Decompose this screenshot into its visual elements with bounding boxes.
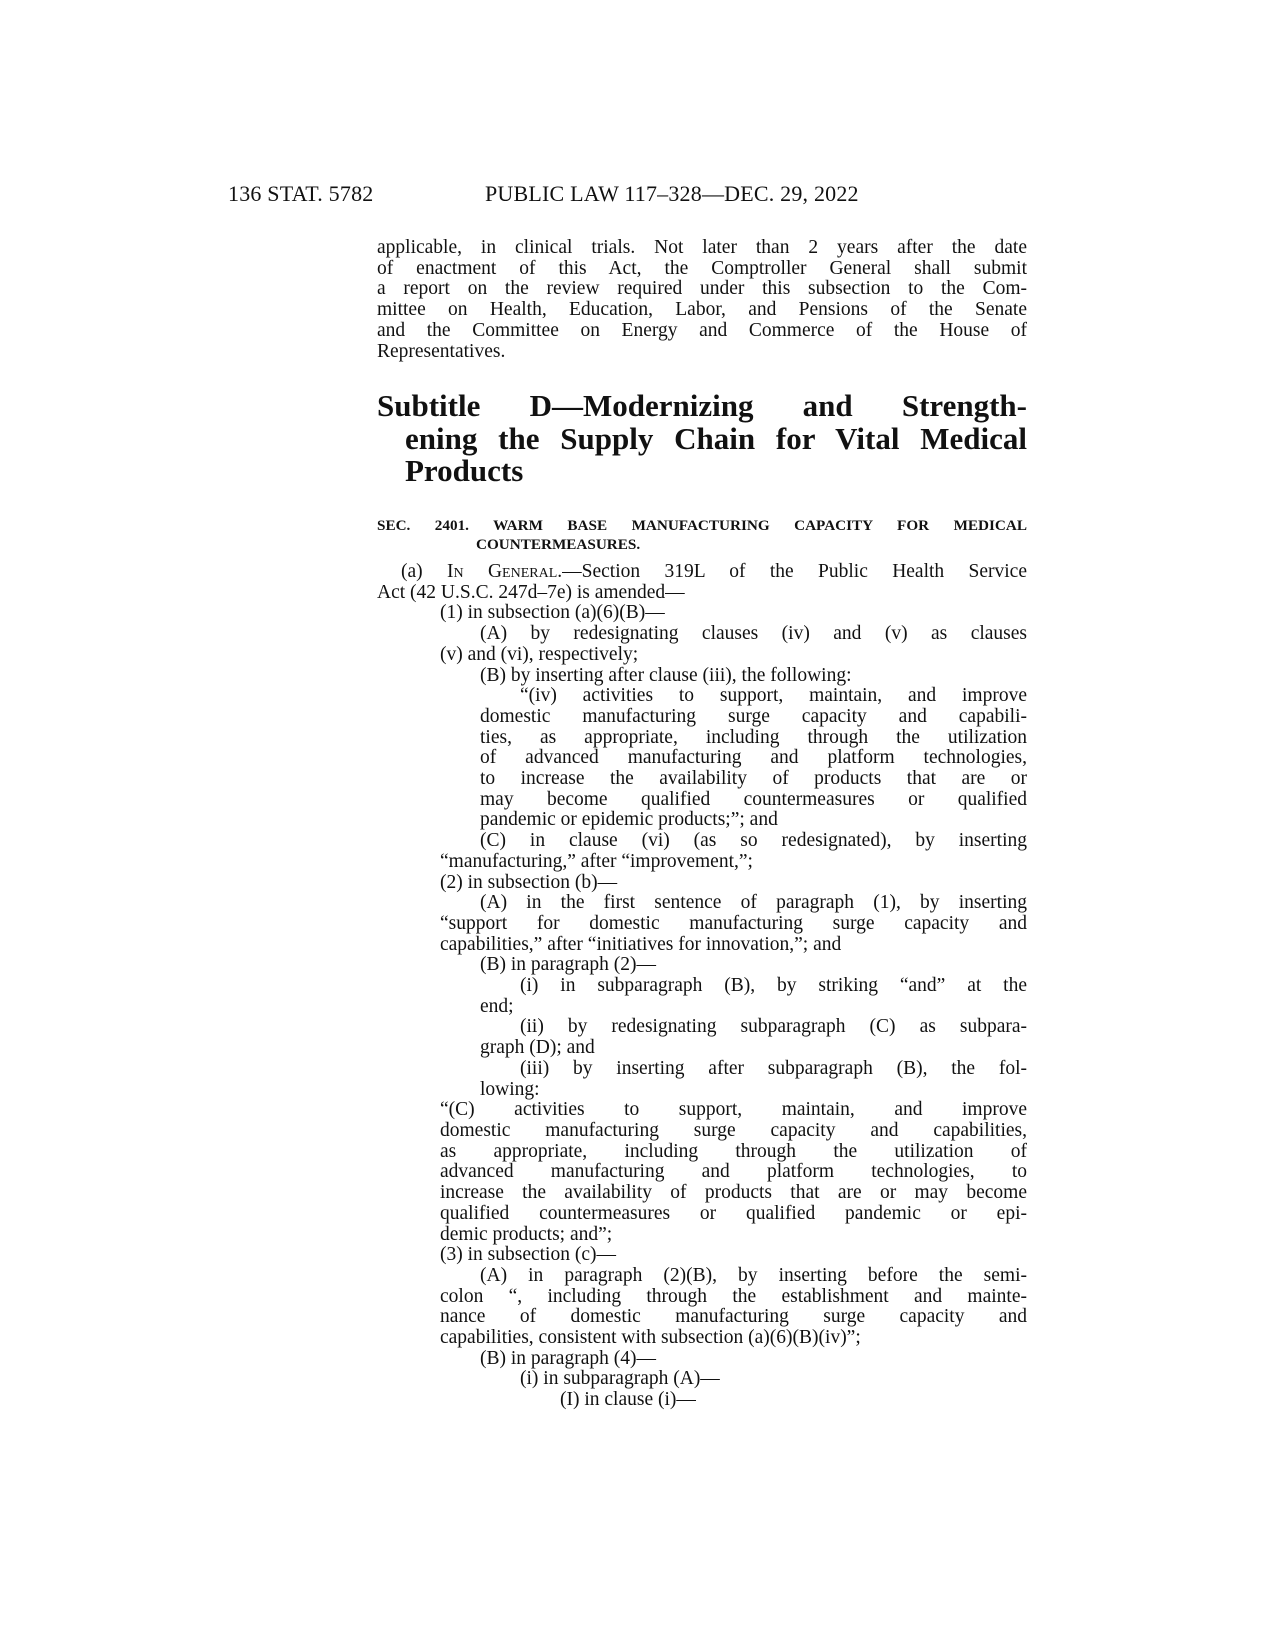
provision-line: (A) in paragraph (2)(B), by inserting before the semi- bbox=[480, 1264, 1027, 1286]
provision-line: advanced manufacturing and platform technologies, to bbox=[440, 1161, 1027, 1183]
provision-line: nance of domestic manufacturing surge capacity and bbox=[440, 1306, 1027, 1328]
provision-line: “support for domestic manufacturing surge capacity and bbox=[440, 912, 1027, 934]
public-law-reference: PUBLIC LAW 117–328—DEC. 29, 2022 bbox=[485, 181, 859, 206]
provision-line: (B) by inserting after clause (iii), the following: bbox=[480, 664, 852, 686]
provision-line: (B) in paragraph (4)— bbox=[480, 1347, 656, 1369]
page-header bbox=[228, 181, 1028, 211]
provision-line: (a) In General.—Section 319L of the Public Health Service bbox=[401, 561, 1027, 582]
provision-line: (3) in subsection (c)— bbox=[440, 1244, 616, 1266]
provision-line: (i) in subparagraph (A)— bbox=[520, 1368, 720, 1390]
provision-line: “manufacturing,” after “improvement,”; bbox=[440, 850, 753, 872]
provision-line: graph (D); and bbox=[480, 1037, 595, 1059]
provision-line: end; bbox=[480, 995, 514, 1017]
section-heading-line: COUNTERMEASURES. bbox=[476, 536, 641, 553]
provision-line: Act (42 U.S.C. 247d–7e) is amended— bbox=[377, 581, 685, 603]
carryover-paragraph bbox=[377, 238, 1027, 362]
section-heading bbox=[377, 516, 1027, 554]
subtitle-line: Products bbox=[405, 453, 524, 488]
provision-line: qualified countermeasures or qualified pandemic or epi- bbox=[440, 1202, 1027, 1224]
subtitle-heading bbox=[377, 390, 1027, 488]
provision-line: increase the availability of products that are or may become bbox=[440, 1182, 1027, 1204]
text-line: a report on the review required under this subsection to the Com- bbox=[377, 278, 1027, 300]
provision-line: “(iv) activities to support, maintain, and improve bbox=[520, 685, 1027, 707]
provision-line: (B) in paragraph (2)— bbox=[480, 954, 656, 976]
subtitle-line: Subtitle D—Modernizing and Strength- bbox=[377, 388, 1027, 423]
provision-line: (A) in the first sentence of paragraph (1), by inserting bbox=[480, 892, 1027, 914]
provision-line: lowing: bbox=[480, 1078, 540, 1100]
provision-line: may become qualified countermeasures or qualified bbox=[480, 788, 1027, 810]
subtitle-line: ening the Supply Chain for Vital Medical bbox=[405, 420, 1027, 456]
provision-line: of advanced manufacturing and platform technologies, bbox=[480, 747, 1027, 769]
provision-line: “(C) activities to support, maintain, and improve bbox=[440, 1099, 1027, 1121]
provision-line: (I) in clause (i)— bbox=[560, 1389, 696, 1411]
provision-line: domestic manufacturing surge capacity and capabilities, bbox=[440, 1119, 1027, 1141]
provision-line: (iii) by inserting after subparagraph (B), the fol- bbox=[520, 1057, 1027, 1079]
provision-line: (A) by redesignating clauses (iv) and (v) as clauses bbox=[480, 623, 1027, 645]
provision-line: to increase the availability of products that are or bbox=[480, 768, 1027, 790]
stat-page-reference: 136 STAT. 5782 bbox=[228, 181, 374, 206]
text-line: and the Committee on Energy and Commerce of the House of bbox=[377, 319, 1027, 341]
provision-line: (1) in subsection (a)(6)(B)— bbox=[440, 602, 665, 624]
provision-line: (ii) by redesignating subparagraph (C) as subpara- bbox=[520, 1016, 1027, 1038]
provision-line: (v) and (vi), respectively; bbox=[440, 643, 639, 665]
provision-line: (i) in subparagraph (B), by striking “and” at the bbox=[520, 975, 1027, 997]
text-line: of enactment of this Act, the Comptroller General shall submit bbox=[377, 257, 1027, 279]
provision-line: domestic manufacturing surge capacity and capabili- bbox=[480, 705, 1027, 727]
section-heading-line: SEC. 2401. WARM BASE MANUFACTURING CAPACITY FOR MEDICAL bbox=[377, 517, 1027, 534]
provision-line: demic products; and”; bbox=[440, 1223, 613, 1245]
provision-line: (2) in subsection (b)— bbox=[440, 871, 618, 893]
provision-line: ties, as appropriate, including through the utilization bbox=[480, 726, 1027, 748]
text-line: mittee on Health, Education, Labor, and Pensions of the Senate bbox=[377, 299, 1027, 321]
text-line: Representatives. bbox=[377, 340, 506, 362]
provision-line: colon “, including through the establishment and mainte- bbox=[440, 1285, 1027, 1307]
provision-line: capabilities,” after “initiatives for innovation,”; and bbox=[440, 933, 842, 955]
text-line: applicable, in clinical trials. Not later than 2 years after the date bbox=[377, 237, 1027, 258]
section-provisions bbox=[377, 562, 1027, 1411]
provision-line: as appropriate, including through the utilization of bbox=[440, 1140, 1027, 1162]
provision-line: pandemic or epidemic products;”; and bbox=[480, 809, 778, 831]
provision-line: capabilities, consistent with subsection (a)(6)(B)(iv)”; bbox=[440, 1327, 861, 1349]
provision-line: (C) in clause (vi) (as so redesignated), by inserting bbox=[480, 830, 1027, 852]
